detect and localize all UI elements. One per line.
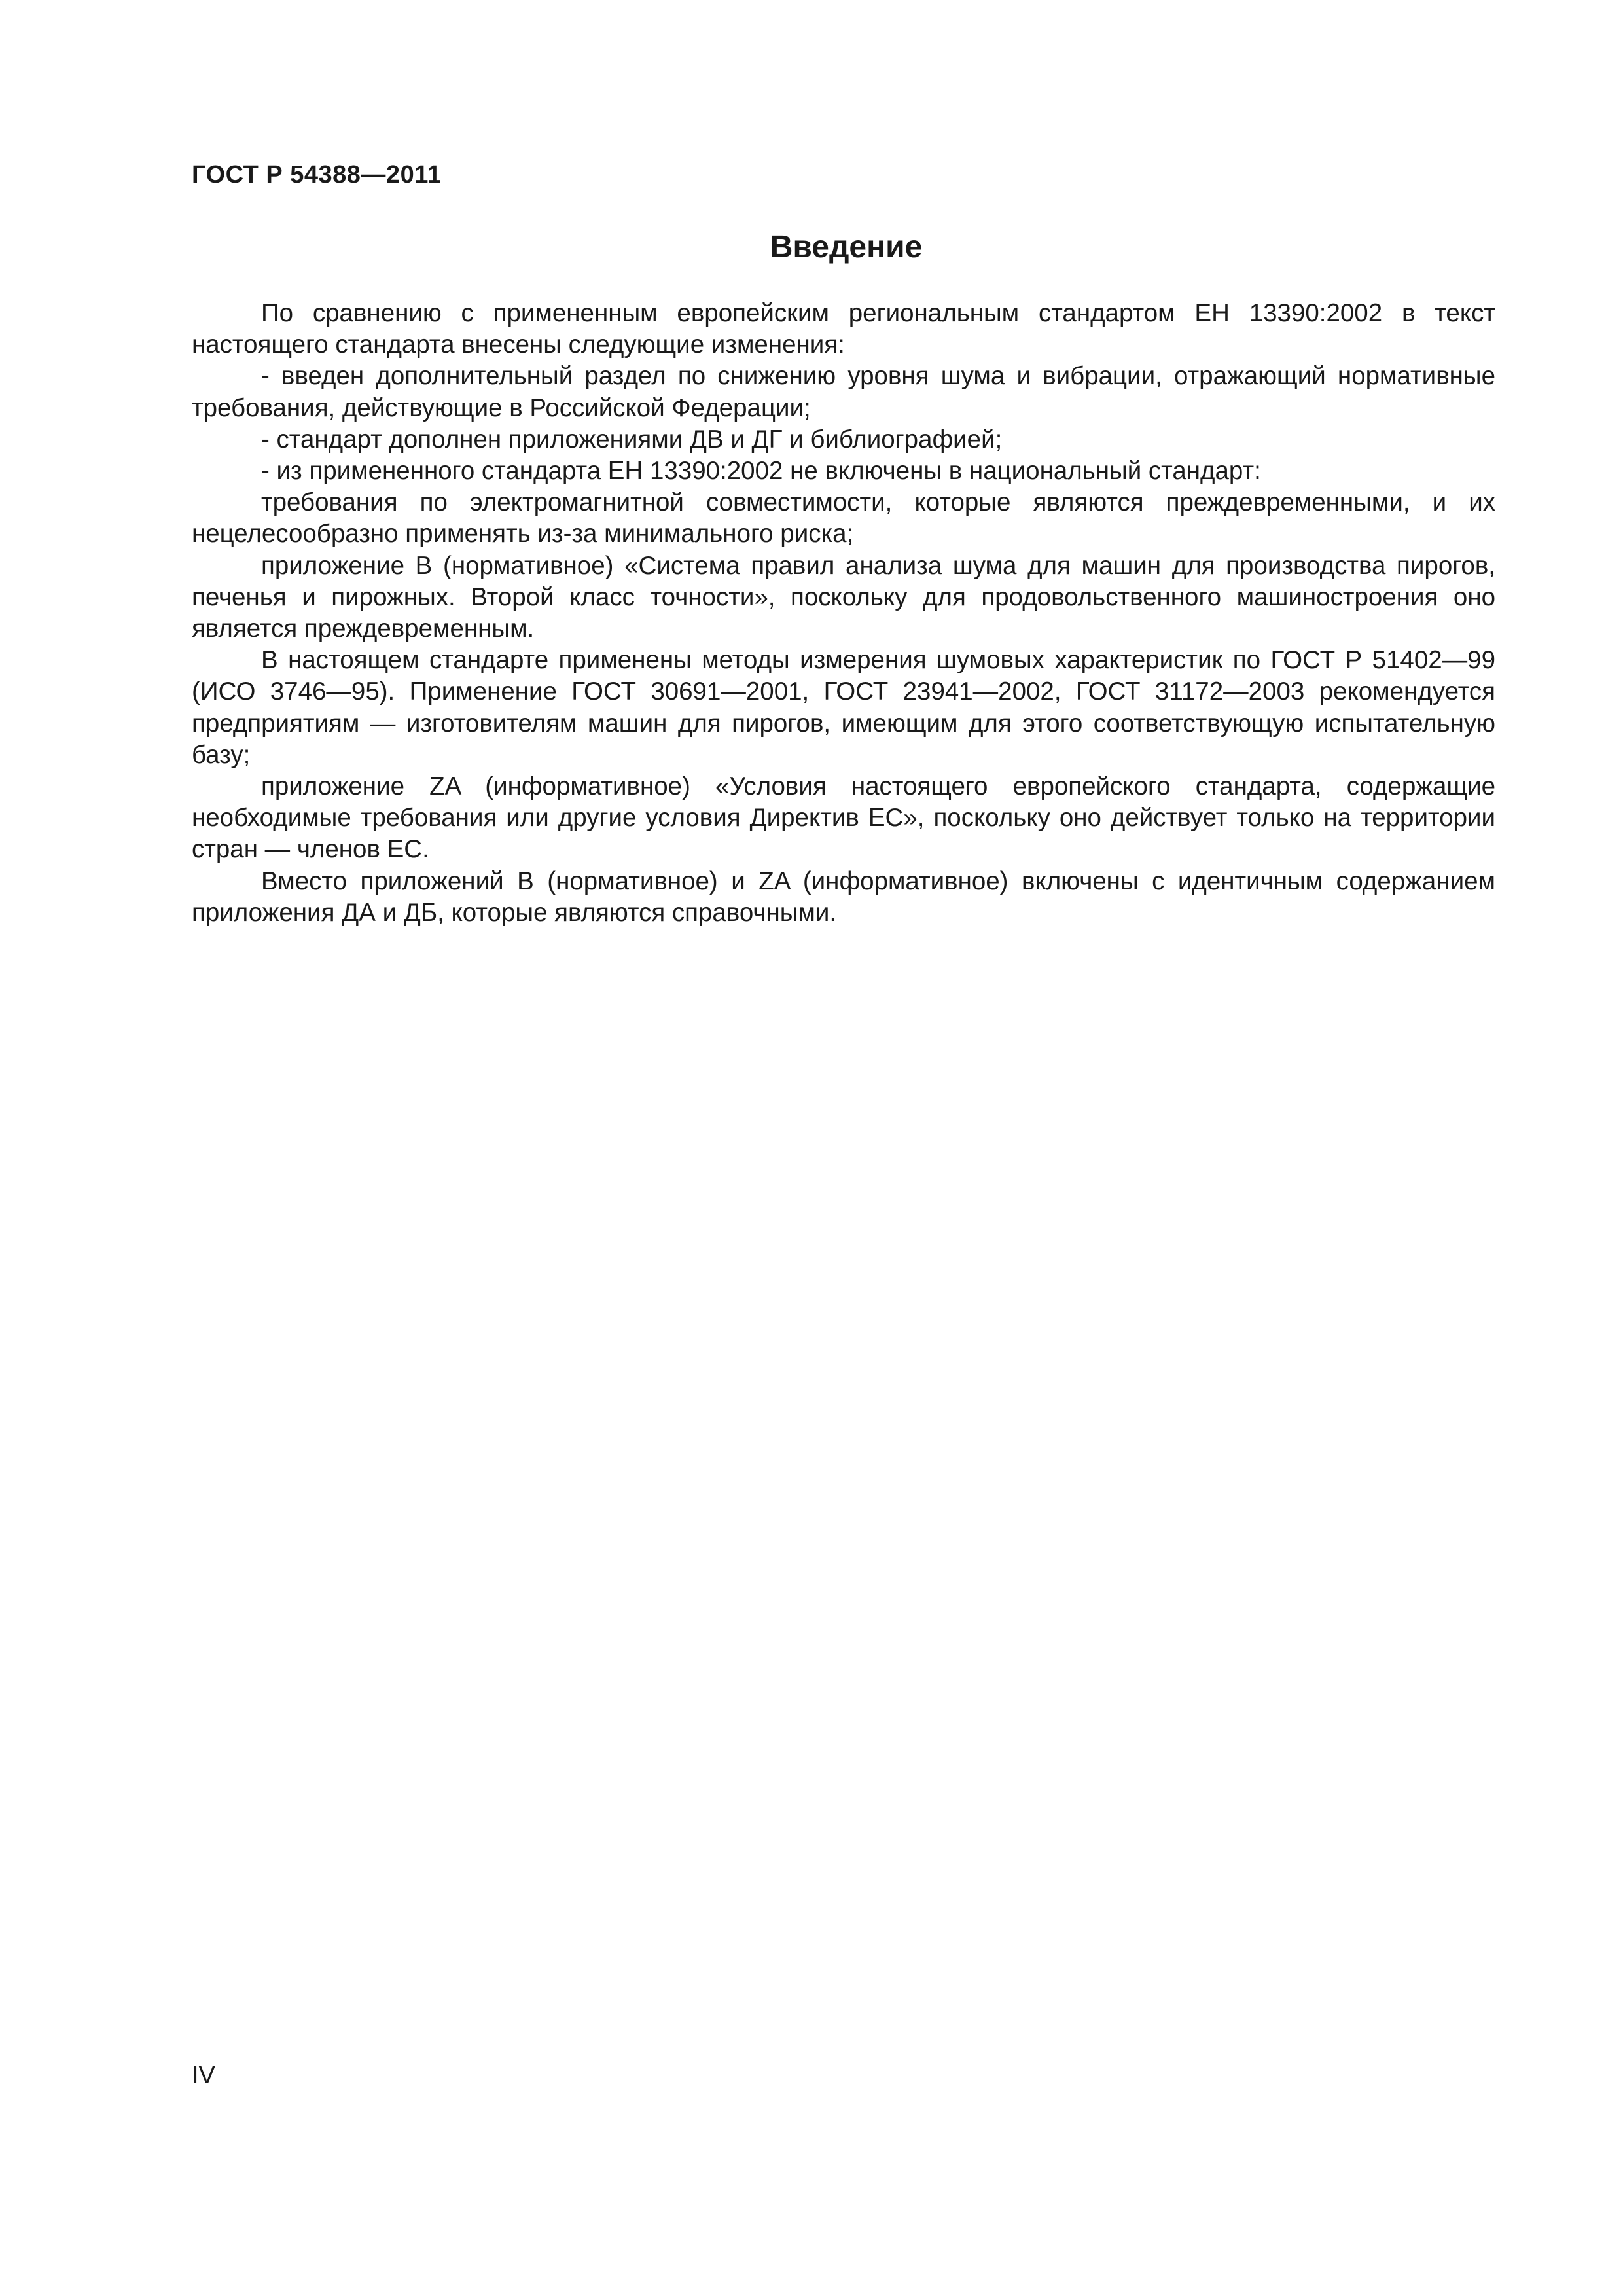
- paragraph: требования по электромагнитной совместимости, которые являются преждевременными, и их нецелесообразно применять из-за минимального риска;: [192, 488, 1495, 548]
- section-title: Введение: [770, 230, 923, 264]
- page-number: IV: [192, 2062, 215, 2089]
- paragraph: приложение ZA (информативное) «Условия настоящего европейского стандарта, содержащие необходимые требования или другие условия Директив ЕС», поскольку оно действует только на территории стран — членов ЕС.: [192, 772, 1495, 864]
- paragraph: приложение В (нормативное) «Система правил анализа шума для машин для производства пирогов, печенья и пирожных. Второй класс точности», поскольку для продовольственного машиностроения оно является преждевременным.: [192, 551, 1495, 643]
- document-standard-code: ГОСТ Р 54388—2011: [192, 161, 442, 188]
- paragraph: - из примененного стандарта ЕН 13390:2002 не включены в национальный стандарт:: [261, 457, 1261, 486]
- paragraph: - введен дополнительный раздел по снижению уровня шума и вибрации, отражающий нормативные требования, действующие в Российской Федерации;: [192, 362, 1495, 422]
- paragraph: По сравнению с примененным европейским региональным стандартом ЕН 13390:2002 в текст настоящего стандарта внесены следующие изменения:: [192, 299, 1495, 359]
- document-body: [192, 298, 1495, 929]
- paragraph: Вместо приложений В (нормативное) и ZA (информативное) включены с идентичным содержанием приложения ДА и ДБ, которые являются справочными.: [192, 867, 1495, 927]
- paragraph: В настоящем стандарте применены методы измерения шумовых характеристик по ГОСТ Р 51402—99 (ИСО 3746—95). Применение ГОСТ 30691—2001, ГОСТ 23941—2002, ГОСТ 31172—2003 рекомендуется предприятиям — изготовителям машин для пирогов, имеющим для этого соответствующую испытательную базу;: [192, 646, 1495, 769]
- paragraph: - стандарт дополнен приложениями ДВ и ДГ и библиографией;: [261, 425, 1003, 454]
